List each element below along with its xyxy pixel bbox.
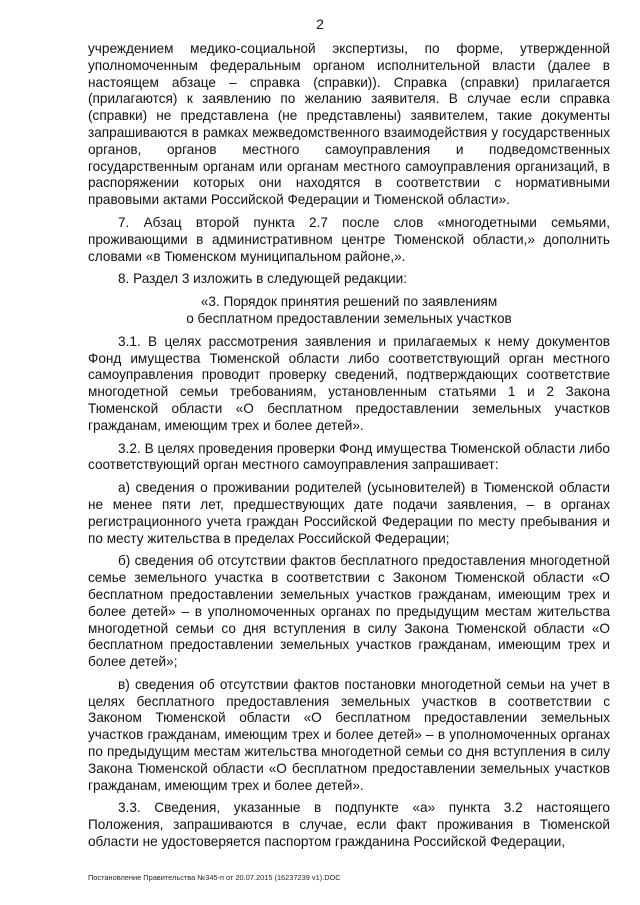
subparagraph-a: а) сведения о проживании родителей (усыновителей) в Тюменской области не менее пяти лет, предшествующих дате подачи заявления, – в органах регистрационного учета граждан Российской Федерации по месту пребывания и по месту жительства в пределах Российской Федерации; [88,480,610,546]
section-heading-line-2: о бесплатном предоставлении земельных участков [186,310,512,326]
document-body [88,41,610,857]
paragraph-continuation: учреждением медико-социальной экспертизы, по форме, утвержденной уполномоченным федеральным органом исполнительной власти (далее в настоящем абзаце – справка (справки)). Справка (справки) прилагается (прилагаются) к заявлению по желанию заявителя. В случае если справка (справки) не представлена (не представлены) заявителем, такие документы запрашиваются в рамках межведомственного взаимодействия у государственных органов, органов местного самоуправления и подведомственных государственным органам или органам местного самоуправления организаций, в распоряжении которых они находятся в соответствии с нормативными правовыми актами Российской Федерации и Тюменской области». [88,41,610,208]
paragraph-3-3: 3.3. Сведения, указанные в подпункте «а» пункта 3.2 настоящего Положения, запрашиваются в случае, если факт проживания в Тюменской области не удостоверяется паспортом гражданина Российской Федерации, [88,800,610,850]
paragraph-item-8: 8. Раздел 3 изложить в следующей редакции: [118,271,407,287]
paragraph-item-7: 7. Абзац второй пункта 2.7 после слов «многодетными семьями, проживающими в административном центре Тюменской области,» дополнить словами «в Тюменском муниципальном районе,». [88,214,610,264]
section-heading [88,294,610,328]
document-footer: Постановление Правительства №345-п от 20.07.2015 (16237239 v1).DOC [88,873,341,882]
page-number: 2 [316,16,324,32]
section-heading-line-1: «3. Порядок принятия решений по заявлениям [200,294,498,310]
subparagraph-v: в) сведения об отсутствии фактов постановки многодетной семьи на учет в целях бесплатного предоставления земельных участков в соответствии с Законом Тюменской области «О бесплатном предоставлении земельных участков гражданам, имеющим трех и более детей» – в уполномоченных органах по предыдущим местам жительства многодетной семьи со дня вступления в силу Закона Тюменской области «О бесплатном предоставлении земельных участков гражданам, имеющим трех и более детей». [88,676,610,793]
paragraph-3-2: 3.2. В целях проведения проверки Фонд имущества Тюменской области либо соответствующий орган местного самоуправления запрашивает: [88,440,610,473]
subparagraph-b: б) сведения об отсутствии фактов бесплатного предоставления многодетной семье земельного участка в соответствии с Законом Тюменской области «О бесплатном предоставлении земельных участков гражданам, имеющим трех и более детей» – в уполномоченных органах по предыдущим местам жительства многодетной семьи со дня вступления в силу Закона Тюменской области «О бесплатном предоставлении земельных участков гражданам, имеющим трех и более детей»; [88,553,610,670]
paragraph-3-1: 3.1. В целях рассмотрения заявления и прилагаемых к нему документов Фонд имущества Тюменской области либо соответствующий орган местного самоуправления проводит проверку сведений, подтверждающих соответствие многодетной семьи требованиям, установленным статьями 1 и 2 Закона Тюменской области «О бесплатном предоставлении земельных участков гражданам, имеющим трех и более детей». [88,333,610,433]
